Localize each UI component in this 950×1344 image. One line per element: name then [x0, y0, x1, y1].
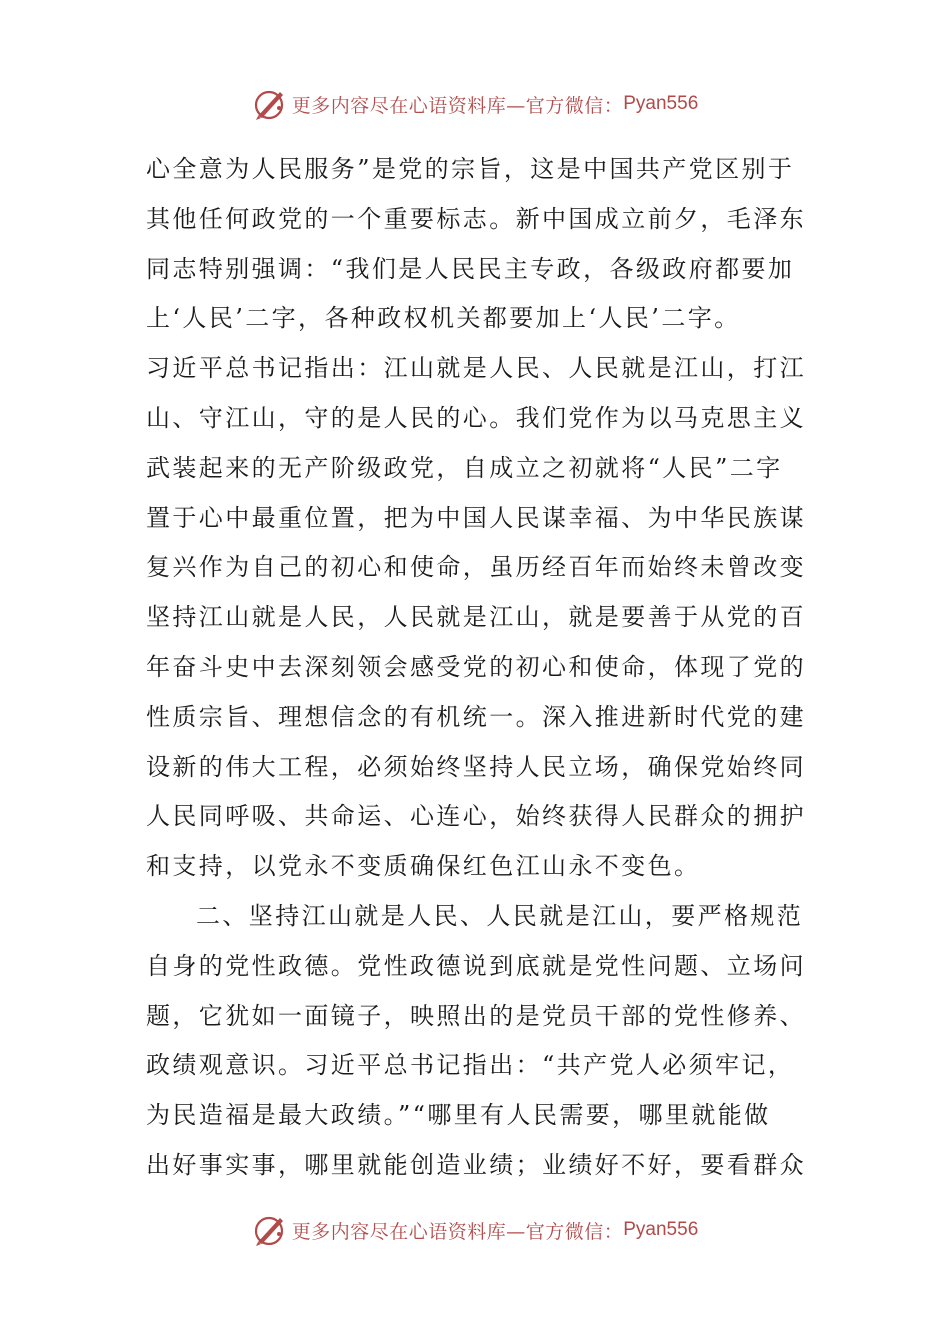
text-line: 坚持江山就是人民，人民就是江山，就是要善于从党的百 [146, 603, 806, 632]
text-line: 设新的伟大工程，必须始终坚持人民立场，确保党始终同 [146, 752, 806, 781]
text-line: 其他任何政党的一个重要标志。新中国成立前夕，毛泽东 [146, 204, 806, 233]
pen-logo-icon [252, 86, 288, 122]
text-line: 习近平总书记指出：江山就是人民、人民就是江山，打江 [146, 354, 806, 383]
text-line: 置于心中最重位置，把为中国人民谋幸福、为中华民族谋 [146, 503, 806, 532]
banner-text: 更多内容尽在心语资料库—官方微信： [291, 94, 624, 117]
text-line: 山、守江山，守的是人民的心。我们党作为以马克思主义 [146, 403, 806, 432]
text-line: 心全意为人民服务”是党的宗旨，这是中国共产党区别于 [146, 155, 795, 183]
paragraph-start-line: 二、坚持江山就是人民、人民就是江山，要严格规范 [196, 901, 804, 930]
footer-watermark-banner [0, 1210, 950, 1250]
text-line: 为民造福是最大政绩。”“哪里有人民需要，哪里就能做 [146, 1101, 771, 1130]
text-line: 人民同呼吸、共命运、心连心，始终获得人民群众的拥护 [146, 802, 806, 831]
text-line: 上‘人民’二字，各种政权机关都要加上‘人民’二字。 [146, 304, 741, 333]
text-line: 和支持，以党永不变质确保红色江山永不变色。 [146, 852, 701, 881]
document-body [146, 145, 810, 1191]
text-line: 复兴作为自己的初心和使命，虽历经百年而始终未曾改变 [146, 553, 806, 582]
text-line: 武装起来的无产阶级政党，自成立之初就将“人民”二字 [146, 453, 783, 482]
text-line: 题，它犹如一面镜子，映照出的是党员干部的党性修养、 [146, 1001, 806, 1030]
banner-text: 更多内容尽在心语资料库—官方微信： [291, 1220, 624, 1243]
text-line: 年奋斗史中去深刻领会感受党的初心和使命，体现了党的 [146, 652, 806, 681]
header-watermark-banner [0, 84, 950, 124]
text-line: 同志特别强调：“我们是人民民主专政，各级政府都要加 [146, 254, 795, 283]
pen-logo-icon [252, 1212, 288, 1248]
text-line: 自身的党性政德。党性政德说到底就是党性问题、立场问 [146, 951, 806, 980]
banner-wechat-handle: Pyan556 [623, 93, 699, 114]
text-line: 出好事实事，哪里就能创造业绩；业绩好不好，要看群众 [146, 1150, 806, 1179]
text-line: 政绩观意识。习近平总书记指出：“共产党人必须牢记， [146, 1051, 795, 1080]
text-line: 性质宗旨、理想信念的有机统一。深入推进新时代党的建 [146, 702, 806, 731]
banner-wechat-handle: Pyan556 [623, 1219, 699, 1240]
